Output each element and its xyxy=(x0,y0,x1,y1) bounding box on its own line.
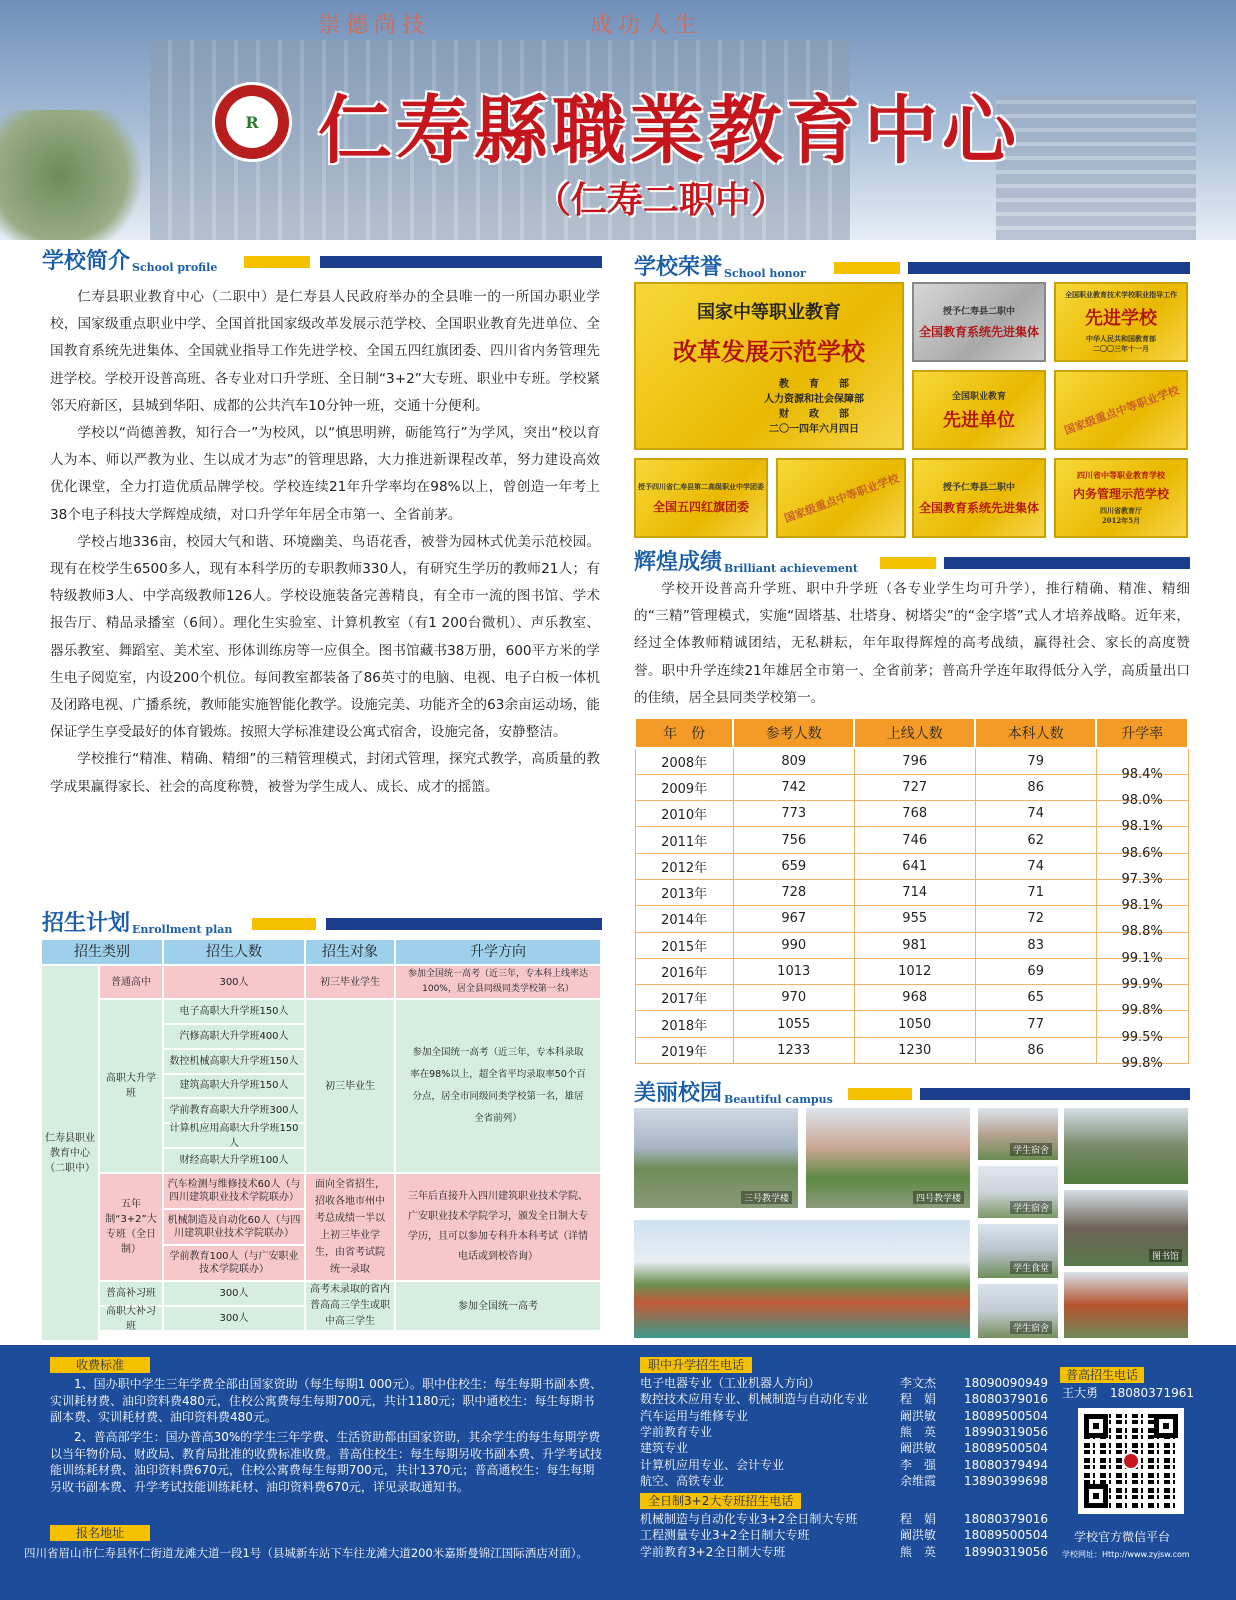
rate-cell xyxy=(1096,932,1188,966)
achievement-cell: 981 xyxy=(854,932,975,958)
achievement-cell: 2014年 xyxy=(635,906,733,932)
achievement-cell: 72 xyxy=(975,906,1096,932)
achievement-header-cell: 参考人数 xyxy=(733,718,854,748)
achievement-cell: 74 xyxy=(975,801,1096,827)
count-cell: 300人 xyxy=(164,1307,304,1330)
direction-cell: 三年后直接升入四川建筑职业技术学院、广安职业技术学院学习，颁发全日制大专学历，且可以参加专科升本科考试（详情电话或到校咨询） xyxy=(396,1174,600,1280)
major-count-cell: 学前教育高职大升学班300人 xyxy=(164,1099,304,1122)
address-label: 报名地址 xyxy=(50,1525,150,1541)
wechat-label: 学校官方微信平台 xyxy=(1074,1530,1171,1544)
phone-number[interactable]: 18090090949 xyxy=(964,1376,1048,1390)
rate-value: 99.1% xyxy=(1121,950,1163,966)
achievement-cell: 796 xyxy=(854,748,975,774)
campus-photo xyxy=(634,1108,798,1208)
honor-plaque-reform-demo xyxy=(634,282,904,450)
achievement-cell: 2017年 xyxy=(635,985,733,1011)
achievement-heading xyxy=(634,545,1190,575)
program-name: 工程测量专业3+2全日制大专班 xyxy=(640,1528,810,1543)
achievement-cell: 1012 xyxy=(854,958,975,984)
achievement-cell: 86 xyxy=(975,1037,1096,1063)
rate-value: 99.8% xyxy=(1121,1003,1163,1019)
plaque-main: 先进学校 xyxy=(1085,308,1157,329)
major-count-cell: 汽修高职大升学班400人 xyxy=(164,1025,304,1048)
major-count-cell: 机械制造及自动化60人（与四川建筑职业技术学院联办） xyxy=(164,1210,304,1244)
program-name: 数控技术应用专业、机械制造与自动化专业 xyxy=(640,1392,869,1407)
rate-cell xyxy=(1096,774,1188,808)
achievement-row xyxy=(635,774,1188,800)
phone-number[interactable]: 18089500504 xyxy=(964,1408,1048,1423)
honor-plaque xyxy=(634,458,768,538)
achievement-cell: 2011年 xyxy=(635,827,733,853)
achievement-cell: 2009年 xyxy=(635,774,733,800)
category-cell: 普通高中 xyxy=(100,966,162,998)
achievement-cell: 2019年 xyxy=(635,1037,733,1063)
phone-number[interactable]: 18089500504 xyxy=(964,1528,1048,1543)
school-title: 仁寿縣職業教育中心 xyxy=(318,88,1020,174)
honor-plaque xyxy=(1054,370,1188,450)
achievement-cell: 1050 xyxy=(854,1011,975,1037)
phone-number[interactable]: 18990319056 xyxy=(964,1544,1048,1559)
achievement-cell: 1055 xyxy=(733,1011,854,1037)
wechat-qr-code[interactable] xyxy=(1078,1408,1184,1514)
campus-photo xyxy=(1064,1272,1188,1338)
campus-title-en: Beautiful campus xyxy=(724,1093,833,1106)
plaque-main: 先进单位 xyxy=(943,409,1015,431)
heading-bar-yellow xyxy=(834,262,900,274)
campus-photo-stadium xyxy=(634,1220,970,1338)
enrollment-header-cell: 招生对象 xyxy=(306,940,394,964)
college-phone-label: 全日制3+2大专班招生电话 xyxy=(640,1493,801,1509)
vocational-phone-label: 职中升学招生电话 xyxy=(640,1357,752,1373)
direction-cell: 参加全国统一高考（近三年，专本科上线率达100%，居全县同级同类学校第一名） xyxy=(396,966,600,998)
plaque-line: 二〇一四年六月四日 xyxy=(769,423,859,435)
rate-cell xyxy=(1096,801,1188,835)
plaque-line: 中华人民共和国教育部 xyxy=(1086,334,1156,343)
achievement-cell: 768 xyxy=(854,801,975,827)
achievement-cell: 71 xyxy=(975,879,1096,905)
achievement-cell: 990 xyxy=(733,932,854,958)
program-name: 电子电器专业（工业机器人方向） xyxy=(640,1376,821,1390)
achievement-header-row xyxy=(635,718,1188,748)
rate-value: 98.8% xyxy=(1121,924,1163,940)
header-banner xyxy=(0,0,1236,240)
program-name: 航空、高铁专业 xyxy=(640,1473,725,1488)
achievement-cell: 2012年 xyxy=(635,853,733,879)
achievement-cell: 2013年 xyxy=(635,879,733,905)
major-count-cell: 学前教育100人（与广安职业技术学院联办） xyxy=(164,1246,304,1280)
plaque-line: 四川省教育厅 xyxy=(1100,506,1142,515)
heading-bar-yellow xyxy=(880,557,936,569)
plaque-line: 授予四川省仁寿县第二高级职业中学团委 xyxy=(638,481,764,491)
footer xyxy=(0,1345,1236,1600)
plaque-line: 全国职业教育技术学校职业指导工作 xyxy=(1065,290,1177,299)
school-name-cell: 仁寿县职业教育中心（二职中） xyxy=(42,966,98,1340)
rate-value: 98.1% xyxy=(1121,898,1163,914)
major-count-cell: 汽车检测与维修技术60人（与四川建筑职业技术学院联办） xyxy=(164,1174,304,1208)
rate-cell xyxy=(1096,958,1188,993)
plaque-line: 国家中等职业教育 xyxy=(697,301,841,323)
achievement-row xyxy=(635,827,1188,853)
achievement-cell: 773 xyxy=(733,801,854,827)
profile-paragraph: 学校占地336亩，校园大气和谐、环境幽美、鸟语花香，被誉为园林式优美示范校园。现有在校学生6500多人，现有本科学历的专职教师330人，有研究生学历的教师21人；有特级教师3人、中学高级教师126人。学校设施装备完善精良，有全市一流的图书馆、学术报告厅、精品录播室（6间）。理化生实验室、计算机教室（有1 200台微机）、声乐教室、器乐教室、舞蹈室、美术室、形体训练房等一应俱全。图书馆藏书38万册，600平方米的学生电子阅览室，内设200个机位。每间教室都装备了86英寸的电脑、电视、电子白板一体机及闭路电视、广播系统，教师能实施智能化教学。设施完美、功能齐全的63余亩运动场，能保证学生享受最好的体育锻炼。按照大学标准建设公寓式宿舍，设施完备，安静整洁。 xyxy=(50,533,600,741)
photo-caption: 图书馆 xyxy=(1149,1249,1182,1262)
campus-photo xyxy=(978,1224,1058,1278)
achievement-cell: 2015年 xyxy=(635,932,733,958)
plaque-line: 人力资源和社会保障部 xyxy=(764,393,864,405)
achievement-cell: 968 xyxy=(854,985,975,1011)
achievement-cell: 728 xyxy=(733,879,854,905)
heading-bar-yellow xyxy=(244,256,310,268)
photo-caption: 学生食堂 xyxy=(1010,1261,1052,1274)
achievement-table xyxy=(634,717,1189,1071)
target-cell: 面向全省招生，招收各地市州中考总成绩一半以上初三毕业学生，由省考试院统一录取 xyxy=(306,1174,394,1280)
heading-bar-yellow xyxy=(252,918,316,930)
rate-value: 98.6% xyxy=(1121,845,1163,861)
heading-bar-blue xyxy=(320,256,602,268)
profile-paragraph: 学校推行“精准、精确、精细”的三精管理模式，封闭式管理，探究式教学，高质量的教学成果赢得家长、社会的高度称赞，被誉为学生成人、成长、成才的摇篮。 xyxy=(50,751,600,795)
achievement-cell: 79 xyxy=(975,748,1096,774)
photo-caption: 学生宿舍 xyxy=(1010,1143,1052,1156)
achievement-text: 学校开设普高升学班、职中升学班（各专业学生均可升学），推行精确、精准、精细的“三精”管理模式，实施“固塔基、壮塔身、树塔尖”的“金字塔”式人才培养战略。近年来，经过全体教师精诚团结，无私耕耘，年年取得辉煌的高考战绩，赢得社会、家长的高度赞誉。职中升学连续21年雄居全市第一、全省前茅；普高升学连年取得低分入学，高质量出口的佳绩，居全县同类学校第一。 xyxy=(634,581,1190,706)
rate-cell xyxy=(1096,853,1188,887)
qr-pattern xyxy=(1084,1414,1178,1508)
fee-text-1: 1、国办职中学生三年学费全部由国家资助（每生每期1 000元）。职中住校生：每生每期书副本费、实训耗材费、油印资料费480元，住校公寓费每生每期700元，共计1180元；职中通校生：每生每期书副本费、实训耗材费、油印资料费480元。 xyxy=(50,1377,602,1424)
contact-name: 李 强 xyxy=(900,1457,937,1472)
rate-value: 98.0% xyxy=(1121,792,1163,808)
program-name: 计算机应用专业、会计专业 xyxy=(640,1457,785,1472)
major-count-cell: 财经高职大升学班100人 xyxy=(164,1149,304,1172)
program-name: 汽车运用与维修专业 xyxy=(640,1408,749,1423)
building-sign-left: 崇德尚技 xyxy=(318,13,431,38)
photo-caption: 学生宿舍 xyxy=(1010,1321,1052,1334)
achievement-cell: 756 xyxy=(733,827,854,853)
rate-cell xyxy=(1096,827,1188,861)
achievement-header-cell: 年 份 xyxy=(635,718,733,748)
achievement-cell: 2010年 xyxy=(635,801,733,827)
profile-paragraph: 学校以“尚德善教，知行合一”为校风，以“慎思明辨，砺能笃行”为学风，突出“校以育人为本、师以严教为业、生以成才为志”的管理思路，大力推进新课程改革，努力建设高效优化课堂，全力打造优质品牌学校。学校连续21年升学率均在98%以上，曾创造一年考上38个电子科技大学辉煌成绩，对口升学年年居全市第一、全省前茅。 xyxy=(50,425,600,523)
building-sign-right: 成功人生 xyxy=(590,13,703,38)
campus-photo xyxy=(978,1108,1058,1160)
campus-heading xyxy=(634,1076,1190,1106)
honor-plaque xyxy=(1054,458,1188,538)
honor-plaque xyxy=(1054,282,1188,362)
plaque-main: 改革发展示范学校 xyxy=(673,336,865,366)
phone-number[interactable]: 18089500504 xyxy=(964,1441,1048,1456)
heading-bar-blue xyxy=(920,1088,1190,1100)
plaque-main: 内务管理示范学校 xyxy=(1072,487,1169,501)
achievement-row xyxy=(635,853,1188,879)
category-cell: 五年制“3+2”大专班（全日制） xyxy=(100,1174,162,1280)
profile-heading xyxy=(42,244,602,274)
qr-corner xyxy=(1154,1414,1178,1438)
contact-name: 阚洪敏 xyxy=(900,1408,937,1423)
direction-cell: 参加全国统一高考 xyxy=(396,1282,600,1330)
achievement-cell: 74 xyxy=(975,853,1096,879)
direction-cell: 参加全国统一高考（近三年，专本科录取率在98%以上，超全省平均录取率50个百分点，居全市同级同类学校第一名，雄居全省前列） xyxy=(396,1000,600,1172)
photo-caption: 学生宿舍 xyxy=(1010,1201,1052,1214)
phone-number[interactable]: 18080379494 xyxy=(964,1457,1048,1472)
rate-value: 97.3% xyxy=(1121,871,1163,887)
honors-title: 学校荣誉 xyxy=(634,254,723,280)
profile-body xyxy=(50,284,600,801)
heading-bar-blue xyxy=(944,557,1190,569)
achievement-cell: 742 xyxy=(733,774,854,800)
website-text: 学校网址：Http://www.zyjsw.com xyxy=(1062,1550,1190,1559)
honor-plaque xyxy=(912,282,1046,362)
achievement-cell: 77 xyxy=(975,1011,1096,1037)
phone-number[interactable]: 13890399698 xyxy=(964,1473,1048,1488)
honors-title-en: School honor xyxy=(724,267,806,280)
contact-name: 余维霞 xyxy=(900,1473,937,1488)
major-count-cell: 数控机械高职大升学班150人 xyxy=(164,1050,304,1073)
target-cell: 高考未录取的省内普高高三学生或职中高三学生 xyxy=(306,1282,394,1330)
category-cell: 普高补习班 xyxy=(100,1282,162,1305)
achievement-cell: 1233 xyxy=(733,1037,854,1063)
target-cell: 初三毕业学生 xyxy=(306,966,394,998)
achievement-cell: 970 xyxy=(733,985,854,1011)
program-name: 学前教育3+2全日制大专班 xyxy=(640,1544,786,1559)
achievement-cell: 659 xyxy=(733,853,854,879)
program-name: 学前教育专业 xyxy=(640,1424,713,1439)
plaque-line: 教 育 部 xyxy=(779,378,849,390)
plaque-line: 授予仁寿县二职中 xyxy=(942,483,1015,493)
achievement-cell: 2008年 xyxy=(635,748,733,774)
qr-corner xyxy=(1084,1484,1108,1508)
campus-photo xyxy=(978,1166,1058,1218)
contact-name: 熊 英 xyxy=(900,1424,937,1439)
count-cell: 300人 xyxy=(164,966,304,998)
plaque-line: 二〇〇三年十一月 xyxy=(1093,344,1149,353)
campus-photo xyxy=(806,1108,970,1208)
contact-name: 程 娟 xyxy=(900,1512,937,1526)
achievement-row xyxy=(635,958,1188,984)
address-text: 四川省眉山市仁寿县怀仁街道龙滩大道一段1号（县城新车站下车往龙滩大道200米嘉斯曼锦江国际酒店对面）。 xyxy=(24,1546,589,1560)
logo-mark: R xyxy=(226,96,278,148)
heading-bar-yellow xyxy=(848,1088,912,1100)
plaque-main: 国家级重点中等职业学校 xyxy=(782,471,901,526)
enrollment-title: 招生计划 xyxy=(42,910,131,936)
achievement-row xyxy=(635,748,1188,774)
plaque-line: 四川省中等职业教育学校 xyxy=(1077,470,1165,480)
count-cell: 300人 xyxy=(164,1282,304,1305)
achievement-cell: 65 xyxy=(975,985,1096,1011)
campus-photo xyxy=(978,1284,1058,1338)
enrollment-title-en: Enrollment plan xyxy=(132,923,233,936)
honors-heading xyxy=(634,250,1190,280)
achievement-cell: 967 xyxy=(733,906,854,932)
major-count-cell: 电子高职大升学班150人 xyxy=(164,1000,304,1023)
achievement-row xyxy=(635,801,1188,827)
achievement-row xyxy=(635,906,1188,932)
achievement-cell: 1230 xyxy=(854,1037,975,1063)
enrollment-header-cell: 招生人数 xyxy=(164,940,304,964)
contact-name: 李文杰 xyxy=(900,1376,937,1390)
qr-corner xyxy=(1084,1414,1108,1438)
contact-name: 程 娟 xyxy=(900,1392,937,1407)
building-image-right xyxy=(996,95,1196,240)
achievement-cell: 69 xyxy=(975,958,1096,984)
achievement-cell: 955 xyxy=(854,906,975,932)
highschool-phone-label: 普高招生电话 xyxy=(1060,1367,1144,1383)
plaque-line: 全国职业教育 xyxy=(951,391,1006,402)
enrollment-header-cell: 招生类别 xyxy=(42,940,162,964)
program-name: 机械制造与自动化专业3+2全日制大专班 xyxy=(640,1512,858,1526)
heading-bar-blue xyxy=(326,918,602,930)
profile-title: 学校简介 xyxy=(42,248,131,274)
achievement-cell: 809 xyxy=(733,748,854,774)
school-subtitle: （仁寿二职中） xyxy=(535,179,788,221)
rate-value: 99.9% xyxy=(1121,977,1163,993)
campus-photo xyxy=(1064,1108,1188,1184)
achievement-header-cell: 上线人数 xyxy=(854,718,975,748)
category-cell: 高职大升学班 xyxy=(100,1000,162,1172)
enrollment-table xyxy=(42,940,600,1340)
target-cell: 初三毕业生 xyxy=(306,1000,394,1172)
achievement-cell: 714 xyxy=(854,879,975,905)
rate-cell xyxy=(1096,748,1188,782)
achievement-row xyxy=(635,1011,1188,1037)
plaque-line: 2012年5月 xyxy=(1101,516,1141,525)
achievement-body xyxy=(635,748,1188,1071)
achievement-cell: 86 xyxy=(975,774,1096,800)
phone-number[interactable]: 18990319056 xyxy=(964,1424,1048,1439)
achievement-row xyxy=(635,1037,1188,1063)
achievement-header-cell: 本科人数 xyxy=(975,718,1096,748)
honor-plaque xyxy=(912,370,1046,450)
achievement-title-en: Brilliant achievement xyxy=(724,562,858,575)
fee-label: 收费标准 xyxy=(50,1357,150,1373)
achievement-header-cell: 升学率 xyxy=(1096,718,1188,748)
plaque-main: 国家级重点中等职业学校 xyxy=(1062,383,1181,438)
plaque-line: 授予仁寿县二职中 xyxy=(942,307,1015,317)
plaque-main: 全国教育系统先进集体 xyxy=(918,325,1039,339)
rate-cell xyxy=(1096,1037,1188,1071)
enrollment-header-cell: 升学方向 xyxy=(396,940,600,964)
profile-title-en: School profile xyxy=(132,261,218,274)
achievement-cell: 746 xyxy=(854,827,975,853)
program-name: 建筑专业 xyxy=(640,1441,689,1456)
campus-title: 美丽校园 xyxy=(634,1080,723,1106)
photo-caption: 四号教学楼 xyxy=(913,1191,964,1204)
achievement-cell: 2018年 xyxy=(635,1011,733,1037)
category-cell: 高职大补习班 xyxy=(100,1307,162,1330)
achievement-cell: 727 xyxy=(854,774,975,800)
rate-cell xyxy=(1096,1011,1188,1045)
rate-cell xyxy=(1096,906,1188,940)
photo-caption: 三号教学楼 xyxy=(741,1191,792,1204)
enrollment-heading xyxy=(42,906,602,936)
achievement-cell: 2016年 xyxy=(635,958,733,984)
contact-name: 熊 英 xyxy=(900,1544,937,1559)
honor-plaque xyxy=(912,458,1046,538)
achievement-row xyxy=(635,985,1188,1011)
plaque-line: 财 政 部 xyxy=(779,408,849,420)
highschool-phone: 王大勇 18080371961 xyxy=(1062,1386,1194,1400)
campus-photo xyxy=(1064,1190,1188,1266)
achievement-cell: 62 xyxy=(975,827,1096,853)
qr-logo xyxy=(1122,1452,1140,1470)
achievement-title: 辉煌成绩 xyxy=(634,549,723,575)
achievement-cell: 1013 xyxy=(733,958,854,984)
achievement-cell: 83 xyxy=(975,932,1096,958)
tree-image xyxy=(0,110,150,240)
rate-cell xyxy=(1096,985,1188,1019)
rate-value: 98.4% xyxy=(1121,766,1163,782)
phone-number[interactable]: 18080379016 xyxy=(964,1512,1048,1526)
phone-number[interactable]: 18080379016 xyxy=(964,1392,1048,1407)
major-count-cell: 计算机应用高职大升学班150人 xyxy=(164,1124,304,1147)
achievement-cell: 641 xyxy=(854,853,975,879)
achievement-row xyxy=(635,879,1188,905)
rate-value: 98.1% xyxy=(1121,819,1163,835)
plaque-main: 全国教育系统先进集体 xyxy=(918,501,1039,515)
plaque-main: 全国五四红旗团委 xyxy=(652,499,749,514)
major-count-cell: 建筑高职大升学班150人 xyxy=(164,1075,304,1098)
rate-value: 99.8% xyxy=(1121,1055,1163,1071)
school-logo xyxy=(212,82,292,162)
contact-name: 阚洪敏 xyxy=(900,1441,937,1456)
rate-cell xyxy=(1096,879,1188,914)
achievement-row xyxy=(635,932,1188,958)
rate-value: 99.5% xyxy=(1121,1029,1163,1045)
contact-name: 阚洪敏 xyxy=(900,1528,937,1543)
honor-plaque xyxy=(776,458,906,538)
heading-bar-blue xyxy=(908,262,1190,274)
fee-text-2: 2、普高部学生：国办普高30%的学生三年学费、生活资助都由国家资助，其余学生的每生每期学费以当年物价局、财政局、教育局批准的收费标准收费。普高住校生：每生每期另收书副本费、升学考试技能训练耗材费、油印资料费670元，住校公寓费每生每期700元，共计1370元；普高通校生：每生每期另收书副本费、升学考试技能训练耗材、油印资料费670元，详见录取通知书。 xyxy=(50,1430,603,1494)
profile-paragraph: 仁寿县职业教育中心（二职中）是仁寿县人民政府举办的全县唯一的一所国办职业学校，国家级重点职业中学、全国首批国家级改革发展示范学校、全国职业教育先进单位、全国教育系统先进集体、全国就业指导工作先进学校、全国五四红旗团委、四川省内务管理先进学校。学校开设普高班、各专业对口升学班、全日制“3+2”大专班、职业中专班。学校紧邻天府新区，县城到华阳、成都的公共汽车10分钟一班，交通十分便利。 xyxy=(50,289,600,414)
